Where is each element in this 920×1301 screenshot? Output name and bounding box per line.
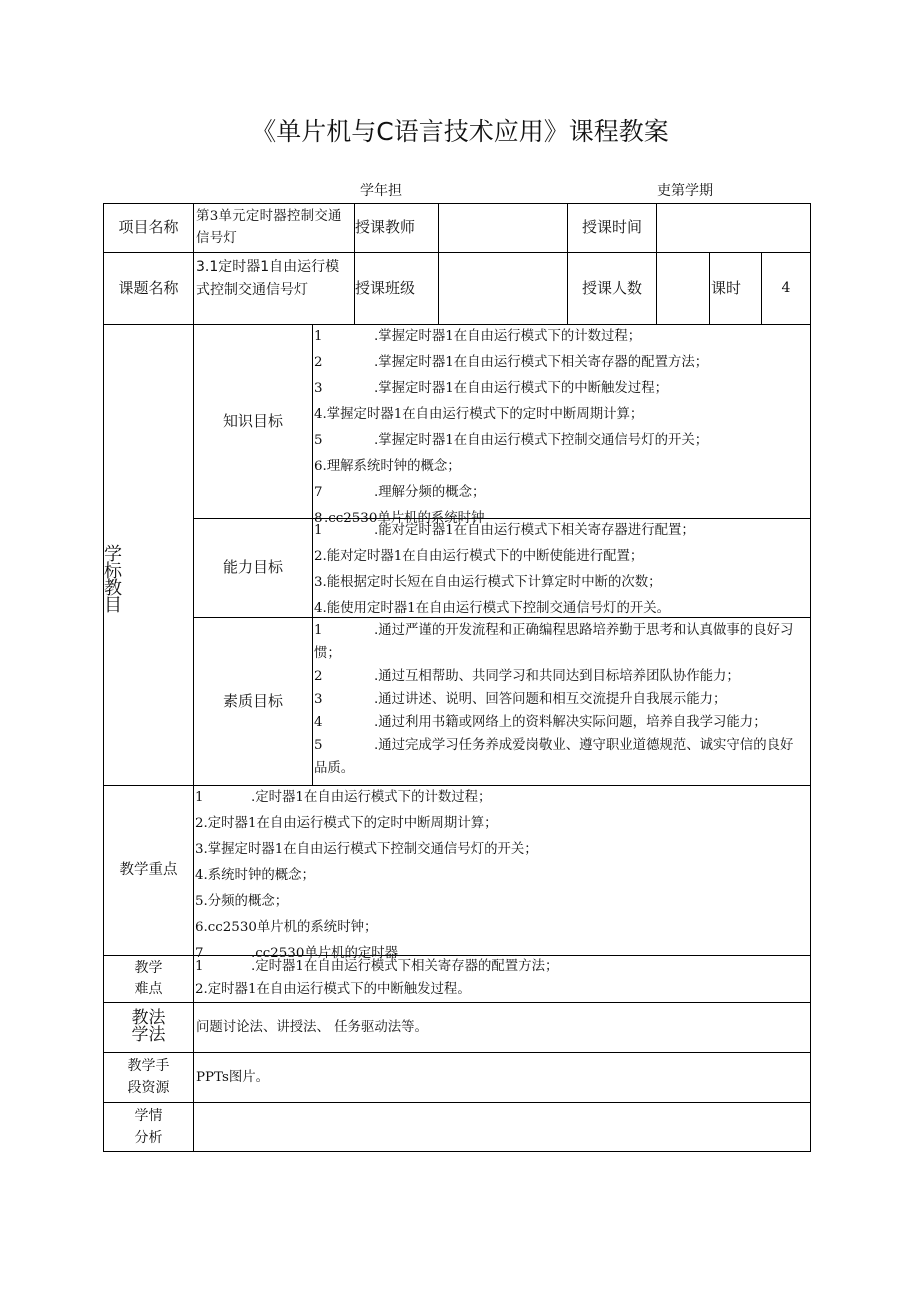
list-item: 3.能根据定时长短在自由运行模式下计算定时中断的次数；: [314, 575, 662, 590]
list-item: 4.能使用定时器1在自由运行模式下控制交通信号灯的开关。: [314, 601, 671, 616]
quality-goals-list: [314, 619, 804, 785]
teaching-methods-value: 问题讨论法、讲授法、 任务驱动法等。: [196, 1020, 428, 1035]
teaching-goals-label: 学标教目: [104, 544, 122, 616]
ability-goals-label: 能力目标: [222, 558, 283, 576]
difficult-points-label: 教学 难点: [134, 959, 163, 997]
list-item: 7 .cc2530单片机的定时器: [195, 946, 399, 961]
semester-label: 吏第学期: [657, 183, 713, 199]
list-item: 1 .定时器1在自由运行模式下相关寄存器的配置方法；: [195, 959, 559, 974]
teaching-resources-label: 教学手 段资源: [127, 1058, 170, 1096]
list-item: 4.系统时钟的概念；: [195, 868, 315, 883]
list-item: 6.cc2530单片机的系统时钟；: [195, 920, 378, 935]
student-count-label: 授课人数: [581, 278, 642, 297]
topic-name-value: 3.1定时器1自由运行模式控制交通信号灯: [196, 259, 340, 298]
list-item: 4.掌握定时器1在自由运行模式下的定时中断周期计算；: [314, 407, 644, 422]
list-item: 5.分频的概念；: [195, 894, 289, 909]
teaching-resources-value: PPTs图片。: [196, 1070, 270, 1085]
class-hours-label: 课时: [711, 278, 742, 297]
list-item: 1 .掌握定时器1在自由运行模式下的计数过程；: [314, 329, 642, 344]
knowledge-goals-label: 知识目标: [222, 411, 283, 430]
teacher-label: 授课教师: [355, 218, 416, 236]
ability-goals-list: [314, 518, 809, 617]
knowledge-goals-list: [314, 324, 809, 526]
list-item: 3 .掌握定时器1在自由运行模式下的中断触发过程；: [314, 381, 668, 396]
class-time-label: 授课时间: [581, 218, 642, 236]
learner-analysis-label: 学情 分析: [134, 1107, 163, 1146]
list-item: 2 .掌握定时器1在自由运行模式下相关寄存器的配置方法；: [314, 355, 709, 370]
list-item: 3.掌握定时器1在自由运行模式下控制交通信号灯的开关；: [195, 842, 538, 857]
key-points-label: 教学重点: [119, 861, 178, 878]
project-name-value: 第3单元定时器控制交通信号灯: [196, 209, 342, 246]
list-item: 3 .通过讲述、说明、回答问题和相互交流提升自我展示能力；: [314, 692, 727, 707]
list-item: 1 .定时器1在自由运行模式下的计数过程；: [195, 790, 492, 805]
class-group-label: 授课班级: [355, 278, 416, 297]
key-points-list: [195, 785, 807, 961]
document-title: 《单片机与C语言技术应用》课程教案: [251, 117, 669, 146]
project-name-label: 项目名称: [118, 218, 179, 236]
list-item: 2.定时器1在自由运行模式下的定时中断周期计算；: [195, 816, 498, 831]
list-item: 2.定时器1在自由运行模式下的中断触发过程。: [195, 982, 471, 997]
list-item: 8.cc2530单片机的系统时钟: [314, 511, 485, 526]
list-item: 1 .通过严谨的开发流程和正确编程思路培养勤于思考和认真做事的良好习惯；: [314, 623, 794, 661]
list-item: 4 .通过利用书籍或网络上的资料解决实际问题，培养自我学习能力；: [314, 715, 767, 730]
academic-year-label: 学年担: [360, 183, 402, 199]
class-hours-value: 4: [781, 279, 791, 296]
list-item: 2.能对定时器1在自由运行模式下的中断使能进行配置；: [314, 549, 644, 564]
difficult-points-list: [195, 955, 807, 1002]
list-item: 2 .通过互相帮助、共同学习和共同达到目标培养团队协作能力；: [314, 669, 740, 684]
list-item: 6.理解系统时钟的概念；: [314, 459, 461, 474]
quality-goals-label: 素质目标: [222, 691, 283, 710]
list-item: 7 .理解分频的概念；: [314, 485, 486, 500]
list-item: 5 .掌握定时器1在自由运行模式下控制交通信号灯的开关；: [314, 433, 709, 448]
topic-name-label: 课题名称: [118, 278, 179, 297]
list-item: 1 .能对定时器1在自由运行模式下相关寄存器进行配置；: [314, 523, 695, 538]
teaching-methods-label: 教法 学法: [131, 1008, 166, 1045]
list-item: 5 .通过完成学习任务养成爱岗敬业、遵守职业道德规范、诚实守信的良好品质。: [314, 738, 794, 776]
